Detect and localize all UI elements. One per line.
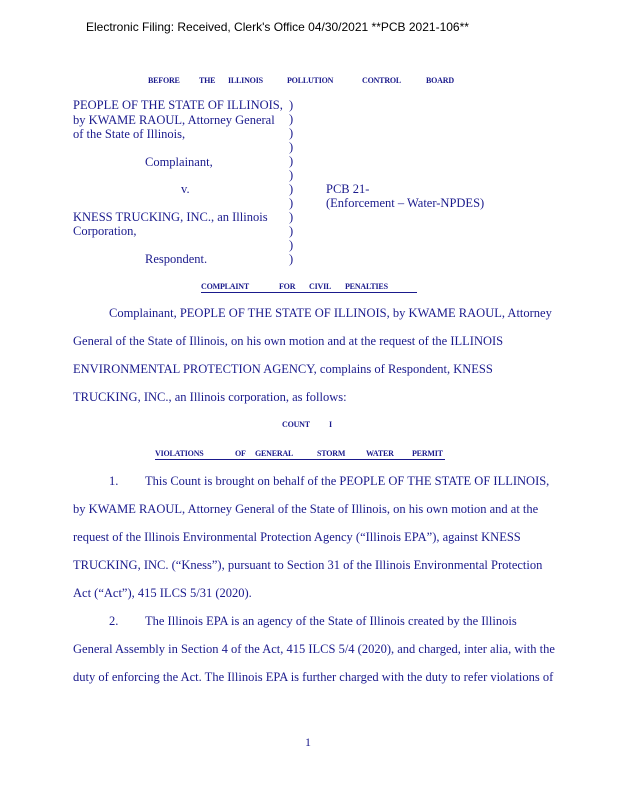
page-number: 1: [305, 735, 311, 749]
respondent-label: Respondent.: [145, 252, 208, 266]
complaint-title-underline: [201, 292, 417, 293]
board-heading-word: POLLUTION: [287, 76, 334, 85]
caption-paren: ): [289, 182, 294, 196]
caption-paren: ): [289, 224, 294, 238]
paragraph-line: by KWAME RAOUL, Attorney General of the State of Illinois, on his own motion and at the: [73, 502, 539, 516]
versus-label: v.: [181, 182, 190, 196]
paragraph-line: duty of enforcing the Act. The Illinois EPA is further charged with the duty to refer violations of: [73, 670, 554, 684]
plaintiff-line: of the State of Illinois,: [73, 127, 186, 141]
count-heading-word: COUNT: [282, 420, 310, 429]
defendant-line: Corporation,: [73, 224, 137, 238]
caption-paren: ): [289, 140, 294, 154]
complaint-title-word: FOR: [279, 282, 296, 291]
caption-paren: ): [289, 252, 294, 266]
intro-line: Complainant, PEOPLE OF THE STATE OF ILLINOIS, by KWAME RAOUL, Attorney: [109, 306, 552, 320]
caption-paren: ): [289, 196, 294, 210]
defendant-line: KNESS TRUCKING, INC., an Illinois: [73, 210, 268, 224]
paragraph-number: 2.: [109, 614, 119, 628]
paragraph-line: Act (“Act”), 415 ILCS 5/31 (2020).: [73, 586, 252, 600]
paragraph-number: 1.: [109, 474, 119, 488]
count-subheading-word: PERMIT: [412, 449, 443, 458]
complaint-title-word: COMPLAINT: [201, 282, 249, 291]
board-heading-word: ILLINOIS: [228, 76, 263, 85]
paragraph-line: request of the Illinois Environmental Protection Agency (“Illinois EPA”), against KNESS: [73, 530, 521, 544]
board-heading-word: BOARD: [426, 76, 454, 85]
complaint-title-word: CIVIL: [309, 282, 332, 291]
paragraph-line: TRUCKING, INC. (“Kness”), pursuant to Section 31 of the Illinois Environmental Protection: [73, 558, 543, 572]
paragraph-line: The Illinois EPA is an agency of the State of Illinois created by the Illinois: [145, 614, 517, 628]
filing-stamp: Electronic Filing: Received, Clerk's Office 04/30/2021 **PCB 2021-106**: [86, 20, 469, 34]
caption-paren: ): [289, 154, 294, 168]
caption-paren: ): [289, 98, 294, 112]
count-heading-word: I: [329, 420, 332, 429]
complaint-title-word: PENALTIES: [345, 282, 388, 291]
caption-paren: ): [289, 126, 294, 140]
plaintiff-line: PEOPLE OF THE STATE OF ILLINOIS,: [73, 98, 283, 112]
case-number: PCB 21-: [326, 182, 370, 196]
case-type: (Enforcement – Water-NPDES): [326, 196, 485, 210]
count-subheading-word: GENERAL: [255, 449, 294, 458]
intro-line: ENVIRONMENTAL PROTECTION AGENCY, complains of Respondent, KNESS: [73, 362, 493, 376]
count-subheading-word: OF: [235, 449, 246, 458]
count-subheading-word: WATER: [366, 449, 394, 458]
intro-line: TRUCKING, INC., an Illinois corporation, as follows:: [73, 390, 347, 404]
caption-paren: ): [289, 112, 294, 126]
paragraph-line: General Assembly in Section 4 of the Act, 415 ILCS 5/4 (2020), and charged, inter alia, with the: [73, 642, 555, 656]
caption-paren: ): [289, 238, 294, 252]
board-heading-word: THE: [199, 76, 216, 85]
board-heading-word: CONTROL: [362, 76, 402, 85]
count-subheading-word: VIOLATIONS: [155, 449, 204, 458]
caption-paren: ): [289, 210, 294, 224]
count-subheading-underline: [155, 459, 445, 460]
board-heading-word: BEFORE: [148, 76, 180, 85]
paragraph-line: This Count is brought on behalf of the PEOPLE OF THE STATE OF ILLINOIS,: [145, 474, 550, 488]
count-subheading-word: STORM: [317, 449, 346, 458]
caption-paren: ): [289, 168, 294, 182]
complainant-label: Complainant,: [145, 155, 213, 169]
plaintiff-line: by KWAME RAOUL, Attorney General: [73, 113, 275, 127]
intro-line: General of the State of Illinois, on his own motion and at the request of the ILLINOIS: [73, 334, 504, 348]
